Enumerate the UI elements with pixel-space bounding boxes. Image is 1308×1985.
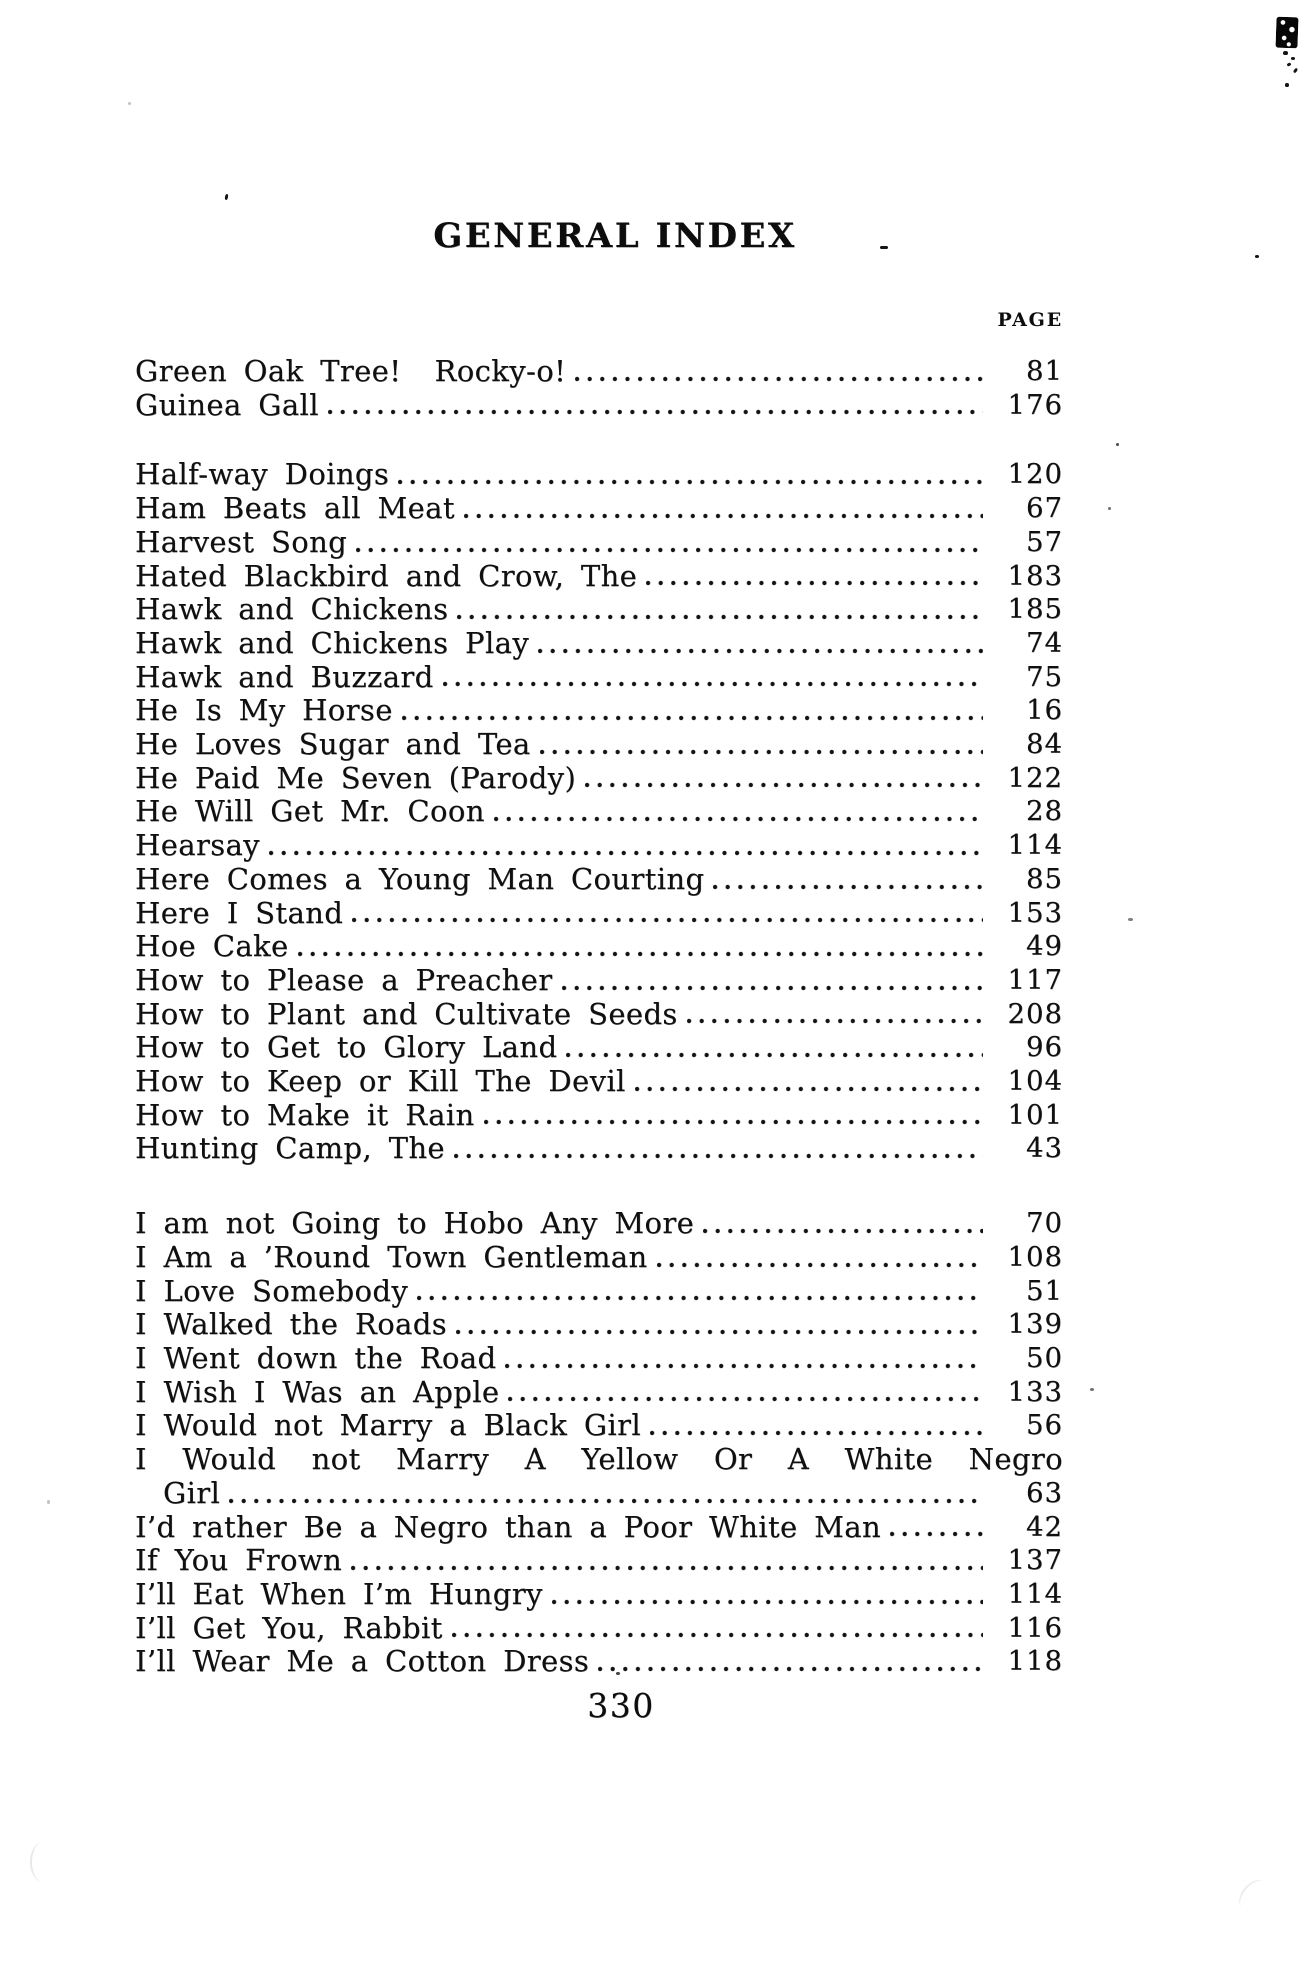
dotted-leader [464, 513, 983, 519]
index-entry [135, 1132, 1063, 1166]
dotted-leader [402, 715, 983, 721]
entry-page-number: 96 [1026, 1031, 1063, 1064]
index-entry [135, 829, 1063, 863]
entry-page-number: 74 [1026, 626, 1063, 659]
dotted-leader [703, 1228, 983, 1234]
index-entry [135, 458, 1063, 492]
entry-page-number: 85 [1026, 862, 1063, 895]
dotted-leader [657, 1262, 983, 1268]
index-entry [135, 897, 1063, 931]
index-list [135, 355, 1063, 1679]
entry-title: How to Plant and Cultivate Seeds [135, 996, 678, 1031]
page-column-header: PAGE [997, 309, 1063, 331]
dotted-leader [585, 782, 983, 788]
scan-artifact [47, 1500, 50, 1504]
dotted-leader [890, 1531, 983, 1537]
index-entry [135, 1578, 1063, 1612]
dotted-leader [635, 1086, 983, 1092]
entry-title: Here I Stand [135, 895, 344, 930]
entry-title: How to Please a Preacher [135, 962, 553, 997]
entry-page-number: 57 [1026, 525, 1063, 558]
dotted-leader [398, 479, 983, 485]
index-entry [135, 627, 1063, 661]
footer-page-number: 330 [587, 1686, 655, 1725]
scan-artifact [1287, 62, 1292, 67]
entry-title: I’ll Eat When I’m Hungry [135, 1576, 543, 1611]
entry-title: Harvest Song [135, 524, 348, 559]
dotted-leader [298, 951, 983, 957]
entry-title: Hunting Camp, The [135, 1131, 445, 1166]
scan-artifact [1234, 1875, 1273, 1915]
index-section [135, 355, 1063, 422]
index-entry [135, 1065, 1063, 1099]
index-entry [135, 560, 1063, 594]
entry-title: I’d rather Be a Negro than a Poor White Man [135, 1509, 882, 1544]
dotted-leader [456, 1329, 983, 1335]
dotted-leader [452, 1632, 983, 1638]
entry-page-number: 51 [1026, 1274, 1063, 1307]
dotted-leader [328, 409, 983, 415]
dotted-leader [454, 1153, 983, 1159]
dotted-leader [352, 917, 983, 923]
index-entry [135, 526, 1063, 560]
index-entry [135, 694, 1063, 728]
index-entry [135, 1376, 1063, 1410]
dotted-leader [356, 547, 983, 553]
entry-page-number: 81 [1026, 355, 1063, 387]
entry-title: Hawk and Chickens Play [135, 625, 530, 660]
scan-artifact-blob [1275, 17, 1298, 49]
scan-artifact [30, 1842, 56, 1882]
entry-page-number: 120 [1007, 458, 1063, 491]
dotted-leader [351, 1565, 983, 1571]
entry-page-number: 153 [1007, 896, 1063, 929]
entry-title: Hearsay [135, 828, 260, 863]
entry-title: Hoe Cake [135, 929, 289, 964]
scan-artifact [1293, 68, 1298, 74]
entry-page-number: 75 [1026, 660, 1063, 693]
index-entry [135, 964, 1063, 998]
dotted-leader [566, 1052, 983, 1058]
index-entry [135, 389, 1063, 423]
dotted-leader [229, 1498, 983, 1504]
entry-page-number: 28 [1026, 795, 1063, 828]
entry-title: Hawk and Buzzard [135, 659, 434, 694]
index-entry [135, 998, 1063, 1032]
entry-page-number: 183 [1007, 559, 1063, 592]
index-entry [135, 1275, 1063, 1309]
index-entry [135, 1612, 1063, 1646]
scan-artifact [1128, 918, 1133, 921]
index-entry [135, 1241, 1063, 1275]
index-entry [135, 1477, 1063, 1511]
dotted-leader [575, 376, 983, 382]
dotted-leader [552, 1599, 983, 1605]
scan-artifact [1283, 51, 1288, 55]
entry-page-number: 16 [1026, 694, 1063, 727]
entry-page-number: 114 [1007, 829, 1063, 862]
index-entry [135, 355, 1063, 389]
entry-page-number: 50 [1026, 1341, 1063, 1374]
index-entry [135, 1645, 1063, 1679]
entry-title: Guinea Gall [135, 387, 319, 422]
scan-artifact [128, 102, 131, 105]
scan-artifact [1291, 57, 1295, 60]
entry-title: I Wish I Was an Apple [135, 1374, 500, 1409]
entry-page-number: 104 [1007, 1065, 1063, 1098]
entry-title: If You Frown [135, 1543, 343, 1578]
index-entry [135, 492, 1063, 526]
entry-title: How to Get to Glory Land [135, 1030, 558, 1065]
dotted-leader [650, 1430, 983, 1436]
index-entry [135, 1308, 1063, 1342]
entry-page-number: 101 [1007, 1098, 1063, 1131]
entry-title: How to Keep or Kill The Devil [135, 1064, 626, 1099]
entry-title: Ham Beats all Meat [135, 491, 455, 526]
index-entry [135, 593, 1063, 627]
dotted-leader [538, 648, 983, 654]
entry-title: I am not Going to Hobo Any More [135, 1206, 695, 1241]
index-entry [135, 863, 1063, 897]
index-entry [135, 1409, 1063, 1443]
index-entry [135, 1342, 1063, 1376]
entry-page-number: 108 [1007, 1240, 1063, 1273]
entry-page-number: 122 [1007, 761, 1063, 794]
entry-title: Hawk and Chickens [135, 592, 449, 627]
dotted-leader [494, 816, 983, 822]
entry-page-number: 185 [1007, 593, 1063, 626]
entry-page-number: 56 [1026, 1409, 1063, 1442]
entry-title: Here Comes a Young Man Courting [135, 861, 705, 896]
dotted-leader [417, 1295, 983, 1301]
scan-artifact [1116, 443, 1119, 446]
entry-title: I Went down the Road [135, 1340, 497, 1375]
entry-title: Girl [163, 1475, 221, 1510]
entry-title: Hated Blackbird and Crow, The [135, 558, 638, 593]
entry-title: I Love Somebody [135, 1273, 409, 1308]
dotted-leader [646, 580, 983, 586]
scan-artifact [1285, 83, 1289, 87]
entry-title: I Am a ’Round Town Gentleman [135, 1239, 648, 1274]
index-entry [135, 728, 1063, 762]
entry-page-number: 133 [1007, 1375, 1063, 1408]
index-section [135, 1207, 1063, 1679]
entry-page-number: 63 [1026, 1476, 1063, 1509]
entry-page-number: 43 [1026, 1132, 1063, 1165]
entry-title: How to Make it Rain [135, 1097, 475, 1132]
index-entry [135, 661, 1063, 695]
dotted-leader [443, 681, 983, 687]
entry-page-number: 49 [1026, 930, 1063, 963]
entry-page-number: 117 [1007, 963, 1063, 996]
entry-page-number: 137 [1007, 1544, 1063, 1577]
dotted-leader [508, 1396, 983, 1402]
dotted-leader [540, 749, 983, 755]
entry-page-number: 208 [1007, 997, 1063, 1030]
entry-title: Half-way Doings [135, 457, 390, 492]
index-entry [135, 762, 1063, 796]
entry-title: He Loves Sugar and Tea [135, 727, 531, 762]
entry-title: He Paid Me Seven (Parody) [135, 760, 577, 795]
entry-page-number: 139 [1007, 1308, 1063, 1341]
scan-artifact [224, 194, 228, 200]
scan-artifact [1090, 1388, 1094, 1391]
index-entry [135, 1544, 1063, 1578]
entry-title: He Is My Horse [135, 693, 393, 728]
entry-title: I’ll Wear Me a Cotton Dress [135, 1644, 590, 1679]
entry-title: He Will Get Mr. Coon [135, 794, 485, 829]
entry-page-number: 116 [1007, 1611, 1063, 1644]
dotted-leader [505, 1363, 983, 1369]
dotted-leader [598, 1666, 983, 1672]
page-title: GENERAL INDEX [433, 216, 797, 256]
entry-page-number: 84 [1026, 728, 1063, 761]
entry-title: I Would not Marry A Yellow Or A White Negro [135, 1442, 1063, 1477]
index-entry [135, 930, 1063, 964]
entry-title: I Would not Marry a Black Girl [135, 1408, 642, 1443]
dotted-leader [562, 985, 983, 991]
entry-title: Green Oak Tree! Rocky-o! [135, 354, 567, 388]
index-entry [135, 1511, 1063, 1545]
dotted-leader [484, 1119, 983, 1125]
index-entry [135, 795, 1063, 829]
dotted-leader [713, 884, 983, 890]
entry-page-number: 118 [1007, 1645, 1063, 1678]
entry-title: I’ll Get You, Rabbit [135, 1610, 443, 1645]
entry-page-number: 114 [1007, 1577, 1063, 1610]
index-entry [135, 1099, 1063, 1133]
index-entry [135, 1443, 1063, 1477]
dotted-leader [457, 614, 983, 620]
entry-title: I Walked the Roads [135, 1307, 447, 1342]
entry-page-number: 67 [1026, 492, 1063, 525]
dotted-leader [269, 850, 983, 856]
scan-artifact [1108, 507, 1111, 510]
index-entry [135, 1207, 1063, 1241]
entry-page-number: 70 [1026, 1207, 1063, 1240]
index-section [135, 458, 1063, 1166]
index-entry [135, 1031, 1063, 1065]
scan-artifact [1255, 255, 1259, 258]
dotted-leader [687, 1018, 983, 1024]
entry-page-number: 176 [1007, 388, 1063, 421]
entry-page-number: 42 [1026, 1510, 1063, 1543]
